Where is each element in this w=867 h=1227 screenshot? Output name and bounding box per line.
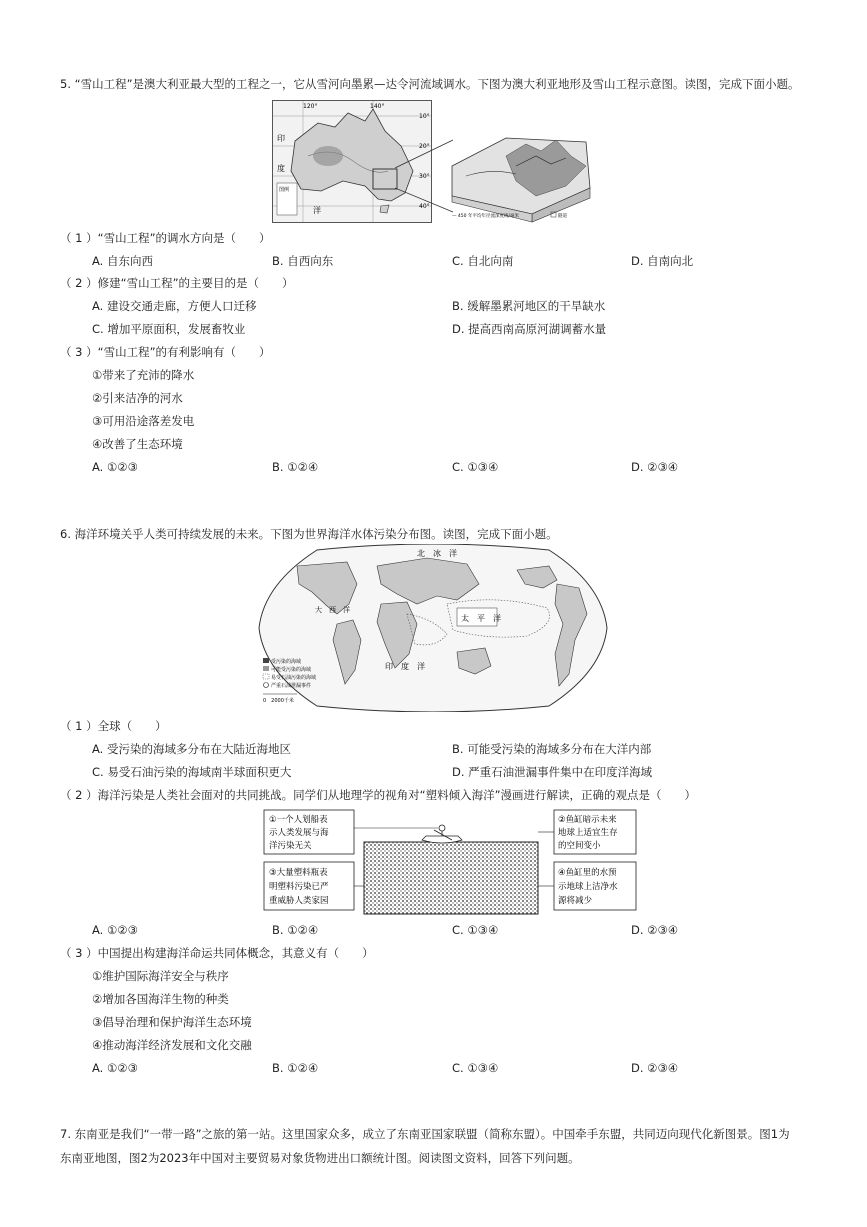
q5-sub2-option-b[interactable]: B. 缓解墨累河地区的干旱缺水 [452,299,606,313]
q5-sub3-option-b[interactable]: B. ①②④ [272,460,319,474]
svg-text:④鱼缸里的水预: ④鱼缸里的水预 [558,868,617,878]
q6-sub1-option-d[interactable]: D. 严重石油泄漏事件集中在印度洋海域 [452,765,653,779]
q5-sub3-option-a[interactable]: A. ①②③ [92,460,138,474]
q7-line-2: 东南亚地图，图2为2023年中国对主要贸易对象货物进出口额统计图。阅读图文资料，回答下列问题。 [60,1151,580,1165]
svg-text:可能受污染的海域: 可能受污染的海域 [271,667,312,673]
svg-text:明塑料污染已严: 明塑料污染已严 [269,882,329,892]
q6-sub2-option-a[interactable]: A. ①②③ [92,923,138,937]
svg-text:30°: 30° [419,173,430,180]
q5-sub1-option-d[interactable]: D. 自南向北 [631,254,694,268]
svg-text:太 平 洋: 太 平 洋 [461,614,501,623]
svg-text:10°: 10° [419,113,430,120]
q5-sub3-item-3: ③可用沿途落差发电 [92,414,195,428]
svg-text:严重石油泄漏事件: 严重石油泄漏事件 [271,683,312,689]
svg-text:③大量塑料瓶表: ③大量塑料瓶表 [269,868,328,878]
q6-sub2-option-c[interactable]: C. ①③④ [452,923,499,937]
svg-text:— 450 年平均年径流深度线/毫米: — 450 年平均年径流深度线/毫米 [452,214,519,219]
q5-sub2-stem: （ 2 ）修建“雪山工程”的主要目的是（ ） [60,276,294,290]
q5-sub2-option-a[interactable]: A. 建设交通走廊，方便人口迁移 [92,299,257,313]
svg-text:图例: 图例 [279,187,290,193]
q6-sub1-stem: （ 1 ）全球（ ） [60,719,167,733]
q6-sub3-item-2: ②增加各国海洋生物的种类 [92,992,229,1006]
q6-sub3-option-a[interactable]: A. ①②③ [92,1061,138,1075]
q5-sub1-option-b[interactable]: B. 自西向东 [272,254,334,268]
svg-text:洋污染无关: 洋污染无关 [269,841,312,851]
svg-text:隧道: 隧道 [558,214,567,219]
svg-text:源将减少: 源将减少 [558,896,593,906]
svg-text:示人类发展与海: 示人类发展与海 [269,828,329,838]
svg-text:的空间变小: 的空间变小 [558,841,601,851]
q5-sub3-item-4: ④改善了生态环境 [92,437,183,451]
svg-text:大 西 洋: 大 西 洋 [315,606,350,614]
q5-sub1-option-a[interactable]: A. 自东向西 [92,254,153,268]
q5-sub3-option-c[interactable]: C. ①③④ [452,460,499,474]
q6-sub2-option-d[interactable]: D. ②③④ [631,923,679,937]
svg-text:120°: 120° [303,103,318,110]
svg-text:受污染的海域: 受污染的海域 [271,659,302,665]
q6-sub2-option-b[interactable]: B. ①②④ [272,923,319,937]
q5-sub2-option-d[interactable]: D. 提高西南高原河湖调蓄水量 [452,322,607,336]
svg-text:①一个人划船表: ①一个人划船表 [269,815,328,825]
q6-stem: 6. 海洋环境关乎人类可持续发展的未来。下图为世界海洋水体污染分布图。读图，完成下面小题。 [60,527,558,541]
svg-text:0 2000千米: 0 2000千米 [263,698,294,704]
q5-sub3-option-d[interactable]: D. ②③④ [631,460,679,474]
world-ocean-pollution-map [257,544,609,712]
q6-sub1-option-b[interactable]: B. 可能受污染的海域多分布在大洋内部 [452,742,652,756]
q5-sub3-item-2: ②引来洁净的河水 [92,391,183,405]
svg-text:易受石油污染的海域: 易受石油污染的海域 [271,675,317,681]
svg-text:140°: 140° [370,103,385,110]
q5-sub3-item-1: ①带来了充沛的降水 [92,368,195,382]
svg-text:北 冰 洋: 北 冰 洋 [417,549,457,558]
q6-sub1-option-c[interactable]: C. 易受石油污染的海域南半球面积更大 [92,765,292,779]
svg-text:洋: 洋 [313,206,321,215]
q6-sub1-option-a[interactable]: A. 受污染的海域多分布在大陆近海地区 [92,742,291,756]
q6-sub3-option-c[interactable]: C. ①③④ [452,1061,499,1075]
q6-sub3-item-3: ③倡导治理和保护海洋生态环境 [92,1015,252,1029]
q6-sub3-option-b[interactable]: B. ①②④ [272,1061,319,1075]
svg-text:重威胁人类家园: 重威胁人类家园 [269,896,329,906]
snowy-mountain-block-diagram [446,126,594,224]
svg-text:印: 印 [277,134,285,143]
q5-stem: 5. “雪山工程”是澳大利亚最大型的工程之一，它从雪河向墨累—达令河流域调水。下图为澳大利亚地形及雪山工程示意图。读图，完成下面小题。 [60,77,800,91]
svg-text:②鱼缸暗示未来: ②鱼缸暗示未来 [558,815,617,825]
svg-text:地球上适宜生存: 地球上适宜生存 [558,828,618,838]
svg-text:印 度 洋: 印 度 洋 [385,662,425,671]
q5-sub2-option-c[interactable]: C. 增加平原面积，发展畜牧业 [92,322,246,336]
q6-sub2-stem: （ 2 ）海洋污染是人类社会面对的共同挑战。同学们从地理学的视角对“塑料倾入海洋”漫画进行解读，正确的观点是（ ） [60,788,697,802]
q6-sub3-stem: （ 3 ）中国提出构建海洋命运共同体概念，其意义有（ ） [60,946,374,960]
plastic-ocean-cartoon [262,808,638,916]
svg-text:20°: 20° [419,143,430,150]
q5-sub1-option-c[interactable]: C. 自北向南 [452,254,514,268]
q6-sub3-option-d[interactable]: D. ②③④ [631,1061,679,1075]
q7-line-1: 7. 东南亚是我们“一带一路”之旅的第一站。这里国家众多，成立了东南亚国家联盟（简称东盟）。中国牵手东盟，共同迈向现代化新图景。图1为 [60,1127,790,1141]
svg-text:40°: 40° [419,203,430,210]
q6-sub3-item-1: ①维护国际海洋安全与秩序 [92,969,229,983]
svg-text:度: 度 [277,164,285,173]
q5-sub3-stem: （ 3 ）“雪山工程”的有利影响有（ ） [60,345,271,359]
q5-sub1-stem: （ 1 ）“雪山工程”的调水方向是（ ） [60,231,271,245]
svg-text:示地球上洁净水: 示地球上洁净水 [558,882,618,892]
q6-sub3-item-4: ④推动海洋经济发展和文化交融 [92,1038,252,1052]
